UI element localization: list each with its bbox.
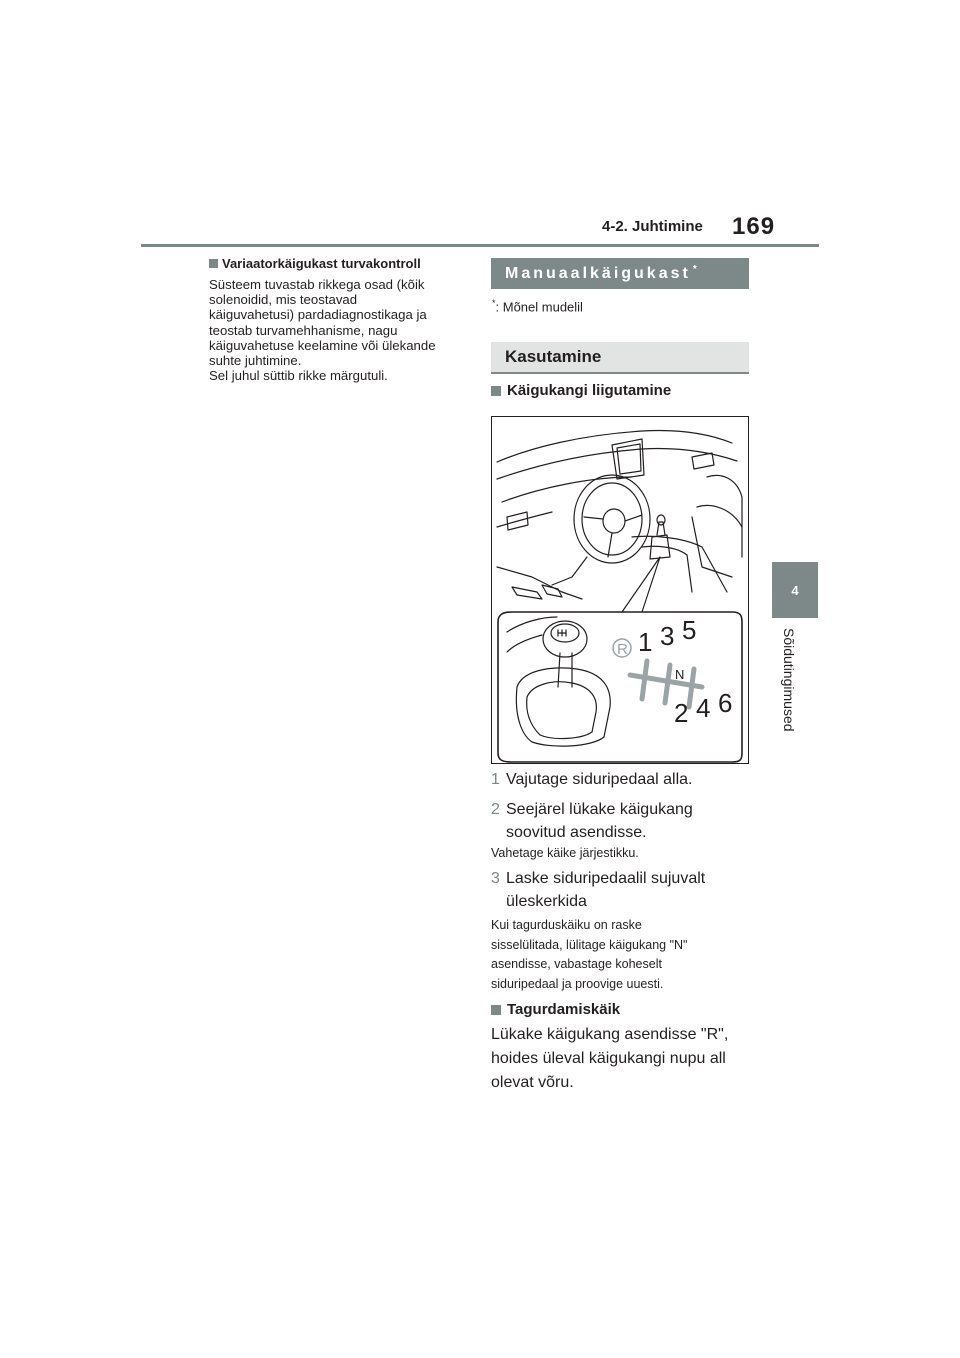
step-item — [491, 867, 761, 913]
chapter-tab[interactable]: 4 — [772, 562, 818, 618]
step-item — [491, 768, 761, 791]
note-reverse-engage: Kui tagurduskäiku on raske sisselülitada, lülitage käigukang "N" asendisse, vabastage koheselt siduripedaal ja proovige uuesti. — [491, 918, 688, 991]
heading-reverse-text: Tagurdamiskäik — [507, 1001, 621, 1018]
subheading — [209, 256, 467, 271]
square-bullet-icon — [491, 1005, 501, 1015]
car-interior-illustration — [492, 417, 748, 763]
subsection-heading: Kasutamine — [491, 342, 749, 374]
shift-label-6: 6 — [718, 688, 733, 718]
step-number: 1 — [491, 771, 500, 788]
square-bullet-icon — [209, 259, 218, 268]
shift-label-3: 3 — [660, 621, 675, 651]
footnote — [492, 298, 583, 314]
shift-label-r: R — [617, 641, 628, 658]
steps-list — [491, 768, 761, 844]
step-number: 3 — [491, 870, 500, 887]
footnote-text: : Mõnel mudelil — [495, 299, 583, 315]
heading-reverse — [491, 1001, 620, 1018]
note-sequential: Vahetage käike järjestikku. — [491, 846, 639, 860]
section-title: 4-2. Juhtimine — [602, 218, 703, 235]
step-text: Laske siduripedaalil sujuvalt üleskerkida — [506, 870, 706, 910]
shift-label-4: 4 — [696, 693, 711, 723]
step-text: Seejärel lükake käigukang soovitud asendisse. — [506, 801, 693, 841]
step-number: 2 — [491, 801, 500, 818]
step-text: Vajutage siduripedaal alla. — [506, 771, 693, 788]
footnote-star: * — [492, 298, 496, 308]
body-text: Süsteem tuvastab rikkega osad (kõik solenoidid, mis teostavad käiguvahetusi) pardadiagnostikaga ja teostab turvamehhanisme, nagu käiguvahetuse keelamine või ülekande suhte juhtimine. Sel juhul süttib rikke märgutuli. — [209, 277, 436, 384]
gearshift-illustration — [491, 416, 749, 764]
shift-label-n: N — [675, 667, 685, 682]
step-item — [491, 798, 761, 844]
square-bullet-icon — [491, 386, 501, 396]
section-heading — [491, 258, 749, 289]
chapter-title: Sõidutingimused — [781, 628, 797, 732]
shift-label-5: 5 — [682, 615, 697, 645]
header-divider — [141, 244, 819, 247]
shift-label-2: 2 — [674, 698, 689, 728]
heading-shift — [491, 382, 671, 399]
page-number: 169 — [732, 213, 776, 240]
heading-shift-text: Käigukangi liigutamine — [507, 382, 672, 399]
footnote-marker: * — [692, 264, 697, 275]
section-heading-text: Manuaalkäigukast — [505, 264, 691, 282]
shift-label-1: 1 — [638, 627, 653, 657]
left-column — [209, 256, 467, 383]
subheading-text: Variaatorkäigukast turvakontroll — [222, 256, 421, 271]
reverse-instructions: Lükake käigukang asendisse "R", hoides üleval käigukangi nupu all olevat võru. — [491, 1026, 729, 1091]
